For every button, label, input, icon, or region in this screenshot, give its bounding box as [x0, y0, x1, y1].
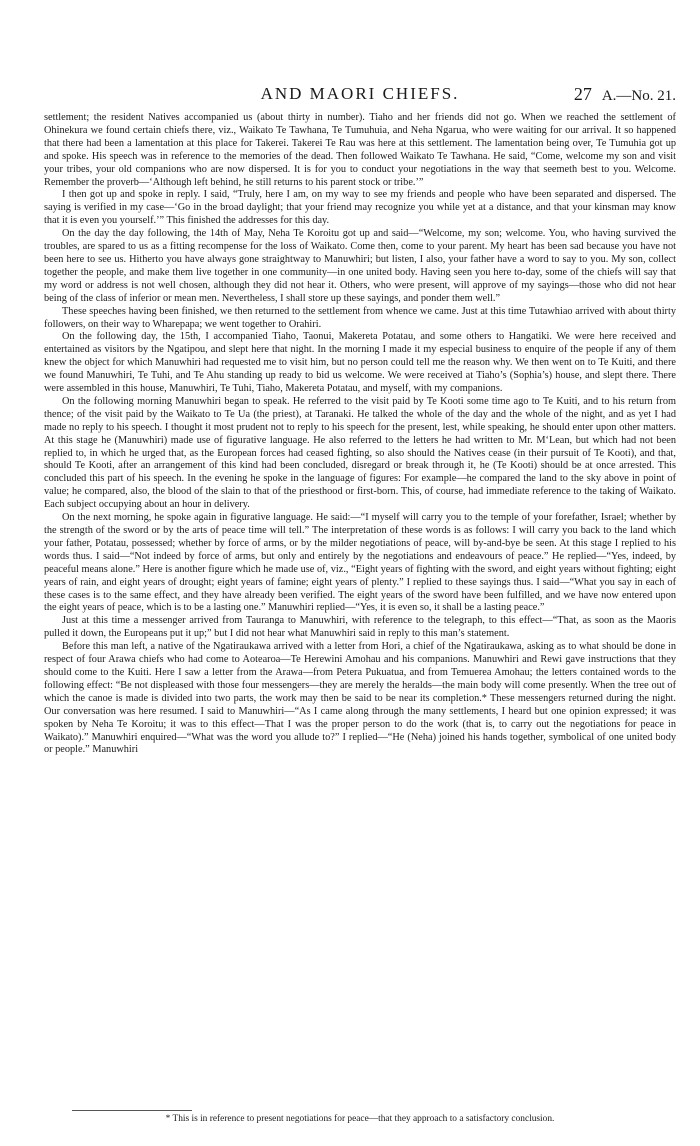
paragraph: Before this man left, a native of the Ngatiraukawa arrived with a letter from Hori, a chief of the Ngatiraukawa, asking as to what should be done in respect of four Arawa chiefs who had come to Aotearoa—Te Herewini Amohau and his companions. Manuwhiri and Rewi gave instructions that they should come to the Kuiti. Here I saw a letter from the Arawa—from Petera Pukuatua, and from Temuerea Amohau; the letters contained words to the following effect: “Be not displeased with those four messengers—they are merely the heralds—the main body will come presently. When the tree out of which the canoe is made is divided into two parts, the work may then be said to be near its completion.* These messengers returned during the night. Our conversation was here resumed. I said to Manuwhiri—“As I came along through the many settlements, I heard but one opinion expressed; it was spoken by Neha Te Koroitu; it was to this effect—That I was the proper person to do the work (that is, to carry out the negotiations for peace in Waikato).” Manuwhiri enquired—“What was the word you allude to?” I replied—“He (Neha) joined his hands together, symbolical of one united body or people.” Manuwhiri — [44, 641, 676, 756]
paragraph: On the following day, the 15th, I accompanied Tiaho, Taonui, Makereta Potatau, and some others to Hangatiki. We were here received and entertained as visitors by the Ngatipou, and slept here that night. In the morning I made it my especial business to enquire of the people if any of them knew the object for which Manuwhiri had requested me to visit him, but no person could tell me the reason why. We then went on to Te Kuiti, and there we found Manuwhiri, Te Tuhi, and Te Ahu standing up ready to bid us welcome. We were received at Tiaho’s (Sophia’s) house, and slept there. There were assembled in this house, Manuwhiri, Te Tuhi, Tiaho, Makereta Potatau, and myself, with my companions. — [44, 331, 676, 395]
paragraph: These speeches having been finished, we then returned to the settlement from whence we came. Just at this time Tutawhiao arrived with about thirty followers, on their way to Wharepapa; we went together to Orahiri. — [44, 305, 676, 330]
paragraph: settlement; the resident Natives accompanied us (about thirty in number). Tiaho and her friends did not go. When we reached the settlement of Ohinekura we found certain chiefs there, viz., Waikato Te Tawhana, Te Tumuhuia, and Neha Ngarua, who were waiting for our arrival. It so happened that there had been a lamentation at this place for Takerei. Takerei Te Rau was here at this settlement. The lamentation being over, Te Tumuhia got up and spoke. His speech was in reference to the memories of the dead. Then followed Waikato Te Tawhana. He said, “Come, welcome my son and visit your tribes, your old companions who are now dispersed. It is for you to conduct your negotiations in the way that seemeth best to you. Welcome. Remember the proverb—‘Although left behind, he still returns to his parent stock or tribe.’” — [44, 112, 676, 188]
page-header — [44, 84, 676, 106]
paragraph: Just at this time a messenger arrived from Tauranga to Manuwhiri, with reference to the telegraph, to this effect—“That, as soon as the Maoris pulled it down, the Europeans put it up;” but I did not hear what Manuwhiri said in reply to this man’s statement. — [44, 615, 676, 640]
running-title: AND MAORI CHIEFS. — [260, 84, 460, 103]
footnote-divider — [72, 1110, 192, 1111]
footnote: * This is in reference to present negotiations for peace—that they approach to a satisfactory conclusion. — [165, 1114, 555, 1124]
paragraph: On the following morning Manuwhiri began to speak. He referred to the visit paid by Te Kooti some time ago to Te Kuiti, and to his return from thence; of the visit paid by the Waikato to Te Ua (the priest), at Taranaki. He talked the whole of the day and the whole of the night, and as yet I had made no reply to his speech. I thought it most prudent not to reply to his speech for the present, lest, while speaking, he should enter upon other matters. At this stage he (Manuwhiri) made use of figurative language. He also referred to the letters he had written to Mr. M‘Lean, but which had not been replied to, in which he urged that, as the European forces had ceased fighting, so also should the Natives cease (in their pursuit of Te Kooti), and that, should Te Kooti, after an arrangement of this kind had been concluded, disregard or break through it, he (Te Kooti) should be at once arrested. This concluded this part of his speech. In the evening he spoke in the language of figures: For example—he compared the land to the sky above in point of value; he compared, also, the blood of the slain to that of the priesthood or first-born. This, of course, had immediate reference to the taking of Waikato. Each subject occupying about an hour in delivery. — [44, 395, 676, 511]
paragraph: On the next morning, he spoke again in figurative language. He said:—“I myself will carry you to the temple of your forefather, Israel; whether by the strength of the sword or by the arts of peace time will tell.” The interpretation of these words is as follows: I will carry you back to the land which your father, Potatau, possessed; whether by force of arms, or by the milder negotiations of peace, will by-and-bye be seen. At this stage I replied to his words thus. I said—“Not indeed by force of arms, but only and entirely by the negotiations and endeavours of peace.” He replied—“Yes, indeed, by peaceful means alone.” Here is another figure which he made use of, viz., “Eight years of fighting with the sword, and eight years without fighting; eight years of rain, and eight years of drought; eight years of famine; eight years of plenty.” I replied to these sayings thus. I said—“What you say in each of these cases is to the same effect, and they have already been verified. The eight years of the sword have been fulfilled, and we have now entered upon the eight years of peace, which is to be a lasting one.” Manuwhiri replied—“Yes, it is even so, it shall be a lasting peace.” — [44, 512, 676, 614]
header-right — [574, 84, 676, 105]
paragraph: I then got up and spoke in reply. I said, “Truly, here I am, on my way to see my friends and people who have been separated and dispersed. The saying is verified in my case—‘Go in the broad daylight; that your friend may recognize you while yet at a distance, and that your kinsman may know that it is even you yourself.’” This finished the addresses for this day. — [44, 189, 676, 227]
paper-reference: A.—No. 21. — [601, 88, 676, 104]
body-text — [44, 112, 676, 757]
paragraph: On the day the day following, the 14th of May, Neha Te Koroitu got up and said—“Welcome, my son; welcome. You, who having survived the troubles, are spared to us as a fitting recompense for the loss of Waikato. Come then, come to your parent. My heart has been sad because you have not been here to see us. Hitherto you have always gone straightway to Manuwhiri; but listen, I also, your father have a word to say to you. My son, collect together the people, and make them live together in one community—in one united body. Having seen you here to-day, some of the chiefs will say that my word or address is not well chosen, although they did not hear it. Others, who were present, will approve of my sayings—those who did not hear being of the class of inferior or mean men. Nevertheless, I shall store up these sayings, and ponder them well.” — [44, 228, 676, 304]
page-number: 27 — [573, 84, 592, 104]
